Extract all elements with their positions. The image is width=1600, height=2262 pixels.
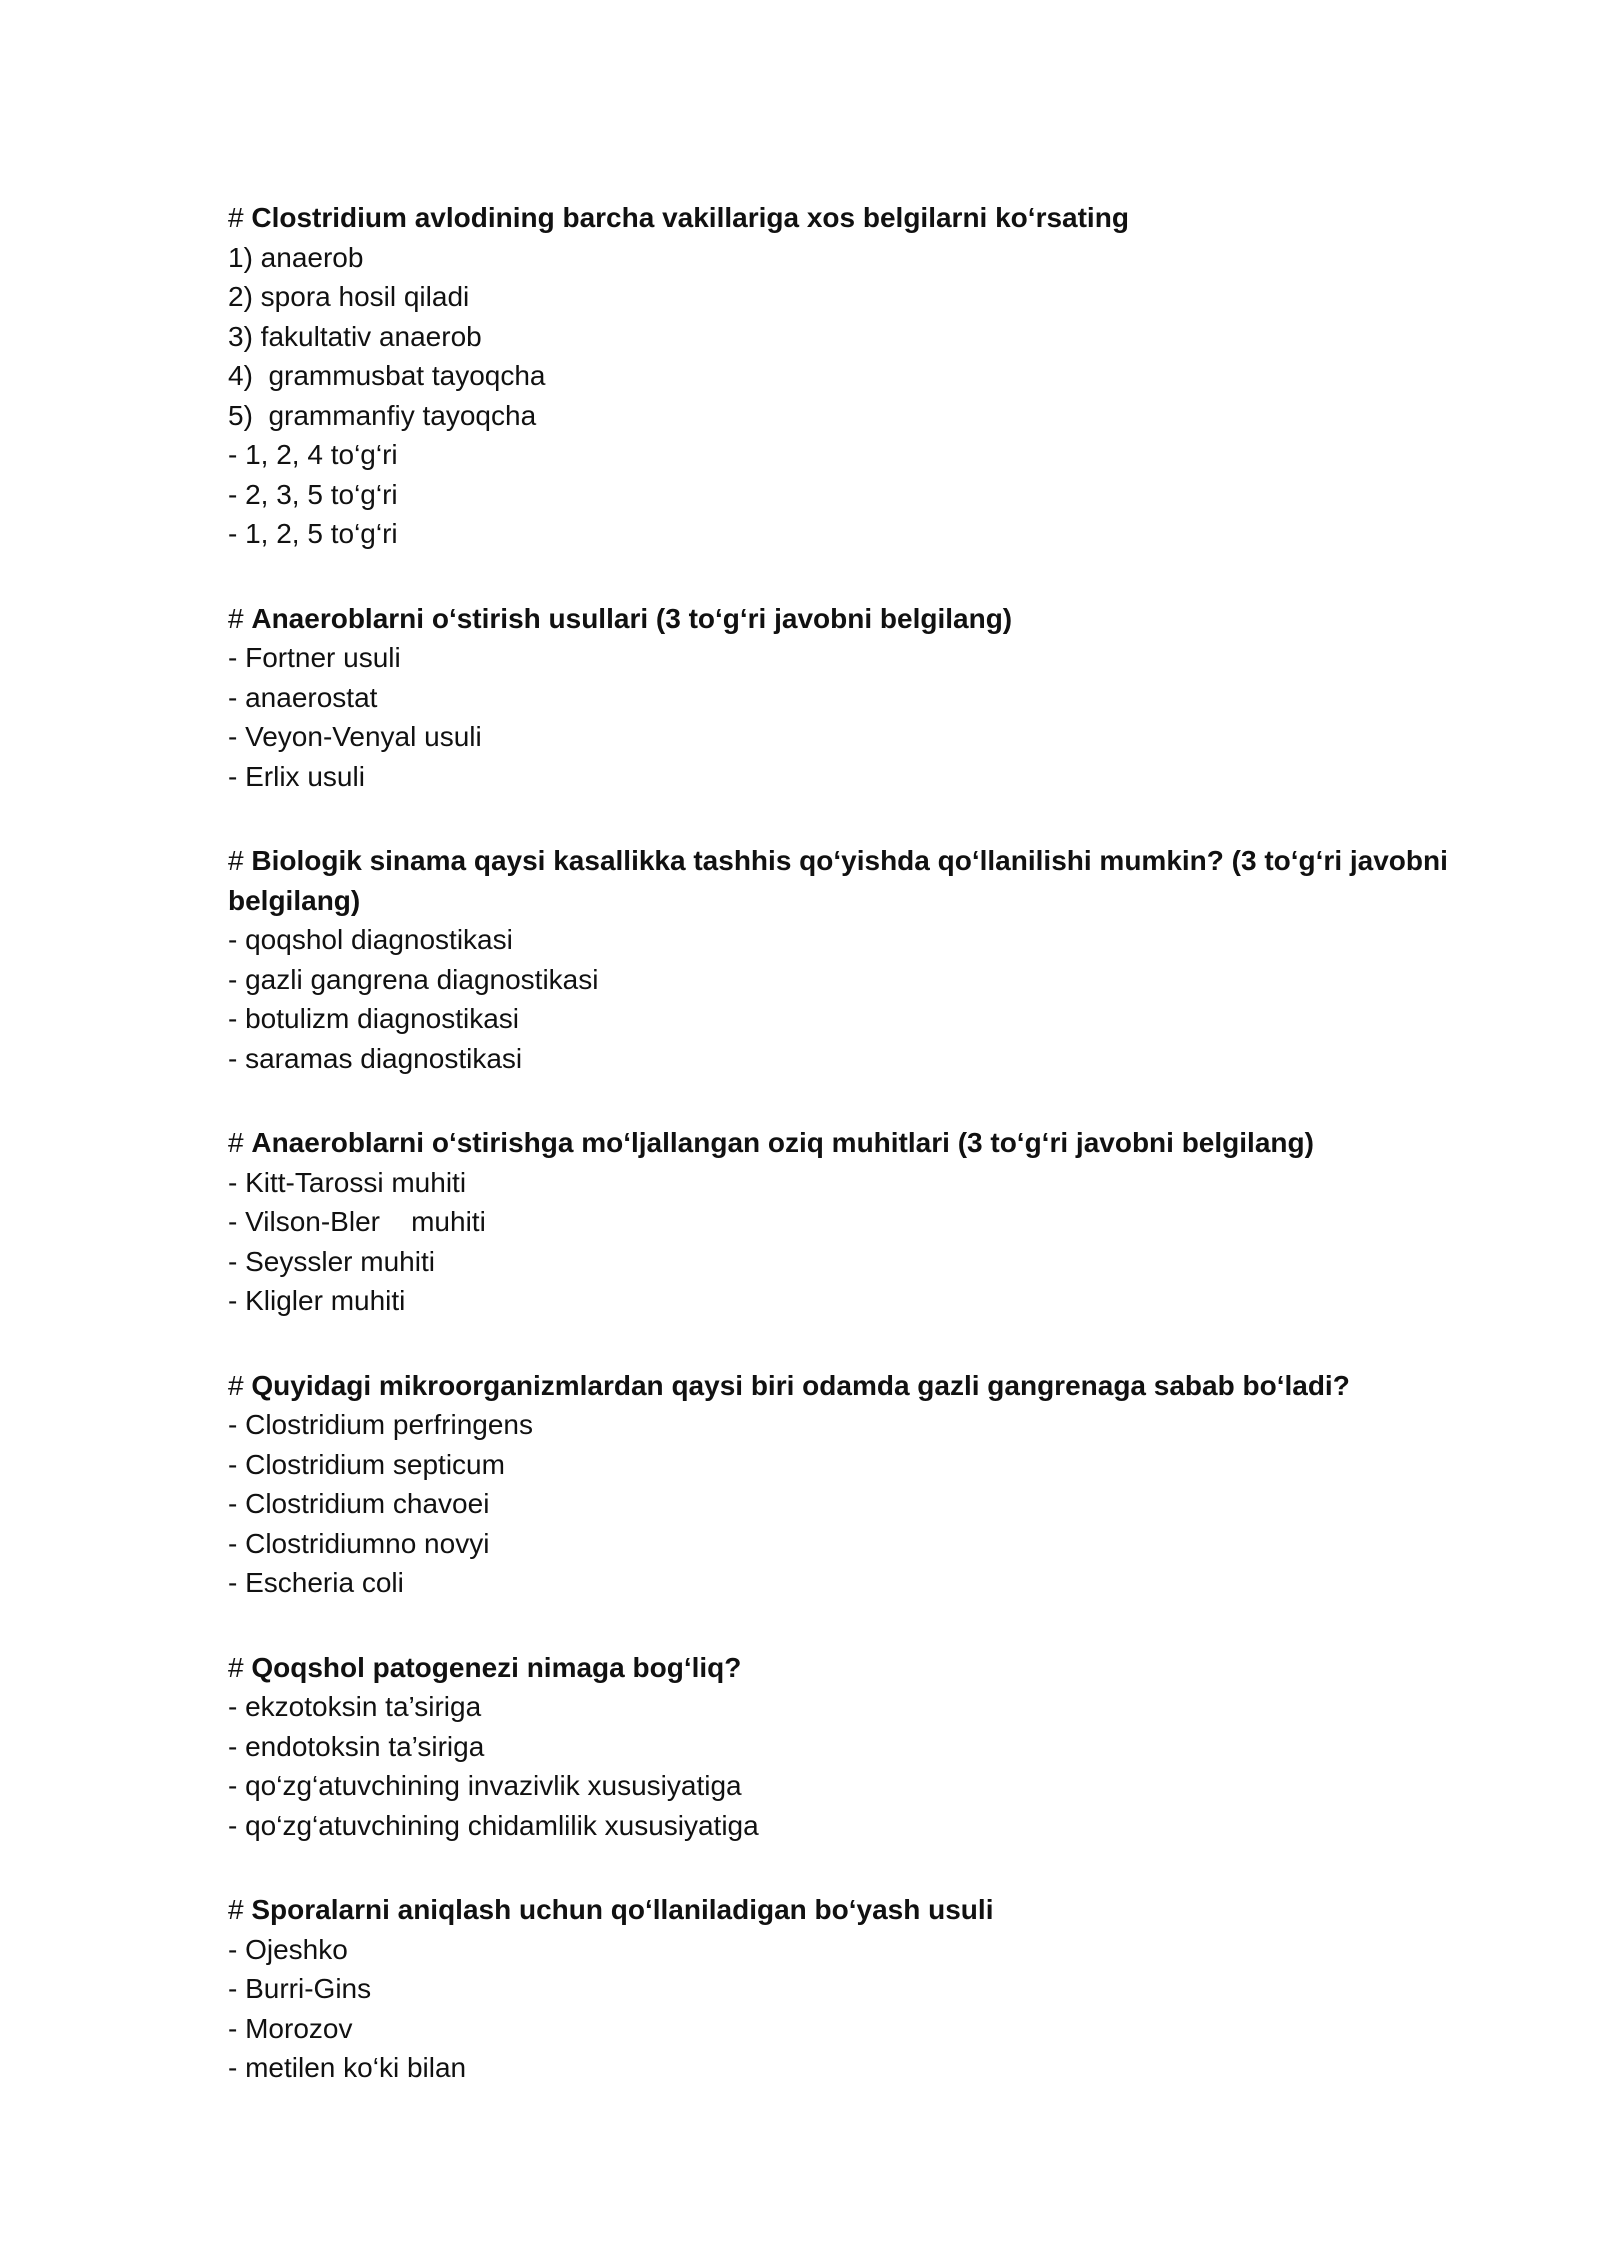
answer-line: - metilen ko‘ki bilan — [228, 2052, 467, 2083]
answer-line: 1) anaerob — [228, 241, 364, 273]
question-block — [228, 1648, 1468, 1846]
answer-line: - endotoksin ta’siriga — [228, 1730, 485, 1762]
answer-line: - botulizm diagnostikasi — [228, 1003, 520, 1034]
question-text: Quyidagi mikroorganizmlardan qaysi biri odamda gazli gangrenaga sabab bo‘ladi? — [251, 1369, 1350, 1401]
answer-line: - Kligler muhiti — [228, 1285, 406, 1316]
question-block — [228, 1890, 1468, 2088]
answer-line: - Clostridium perfringens — [228, 1409, 533, 1440]
answer-line: - Morozov — [228, 2012, 353, 2044]
answer-line: - ekzotoksin ta’siriga — [228, 1691, 482, 1722]
answer-line: - qo‘zg‘atuvchining chidamlilik xususiyatiga — [228, 1809, 759, 1841]
question-text: Anaeroblarni o‘stirishga mo‘ljallangan oziq muhitlari (3 to‘g‘ri javobni belgilang) — [251, 1127, 1314, 1158]
question-title: # Anaeroblarni o‘stirish usullari (3 to‘g‘ri javobni belgilang) — [228, 602, 1013, 634]
question-block — [228, 1366, 1468, 1603]
question-block — [228, 841, 1468, 1078]
answer-line: 3) fakultativ anaerob — [228, 320, 482, 352]
answer-line: - Veyon-Venyal usuli — [228, 721, 482, 752]
answer-line: 5) grammanfiy tayoqcha — [228, 399, 537, 431]
question-text: Clostridium avlodining barcha vakillariga xos belgilarni ko‘rsating — [251, 202, 1129, 233]
question-block — [228, 1123, 1468, 1321]
question-title: # Anaeroblarni o‘stirishga mo‘ljallangan oziq muhitlari (3 to‘g‘ri javobni belgilang) — [228, 1127, 1314, 1158]
question-text: Sporalarni aniqlash uchun qo‘llaniladigan bo‘yash usuli — [251, 1894, 994, 1925]
answer-line: 4) grammusbat tayoqcha — [228, 360, 546, 391]
answer-line: - qo‘zg‘atuvchining invazivlik xususiyatiga — [228, 1770, 742, 1801]
question-title: # Sporalarni aniqlash uchun qo‘llaniladigan bo‘yash usuli — [228, 1894, 994, 1925]
answer-line: - Burri-Gins — [228, 1973, 372, 2004]
question-title: # Biologik sinama qaysi kasallikka tashhis qo‘yishda qo‘llanilishi mumkin? (3 to‘g‘ri javobni belgilang) — [228, 845, 1448, 916]
answer-line: - Clostridium septicum — [228, 1448, 505, 1480]
answer-line: - Seyssler muhiti — [228, 1245, 435, 1277]
question-text: Biologik sinama qaysi kasallikka tashhis qo‘yishda qo‘llanilishi mumkin? (3 to‘g‘ri javobni belgilang) — [228, 845, 1448, 916]
question-title: # Qoqshol patogenezi nimaga bog‘liq? — [228, 1651, 742, 1683]
answer-line: - Clostridiumno novyi — [228, 1527, 490, 1559]
question-text: Qoqshol patogenezi nimaga bog‘liq? — [251, 1651, 742, 1683]
question-text: Anaeroblarni o‘stirish usullari (3 to‘g‘ri javobni belgilang) — [251, 602, 1013, 634]
answer-line: - Clostridium chavoei — [228, 1488, 490, 1519]
answer-line: - gazli gangrena diagnostikasi — [228, 963, 599, 995]
answer-line: - Escheria coli — [228, 1567, 404, 1598]
answer-line: - Vilson-Bler muhiti — [228, 1206, 486, 1237]
question-title: # Quyidagi mikroorganizmlardan qaysi biri odamda gazli gangrenaga sabab bo‘ladi? — [228, 1369, 1350, 1401]
question-title: # Clostridium avlodining barcha vakillariga xos belgilarni ko‘rsating — [228, 202, 1129, 233]
answer-line: - 2, 3, 5 to‘g‘ri — [228, 478, 398, 510]
answer-line: - qoqshol diagnostikasi — [228, 924, 513, 955]
answer-line: - anaerostat — [228, 681, 378, 713]
answer-line: - 1, 2, 4 to‘g‘ri — [228, 439, 398, 470]
question-block — [228, 198, 1468, 554]
answer-line: - Erlix usuli — [228, 760, 365, 792]
answer-line: - Kitt-Tarossi muhiti — [228, 1166, 467, 1198]
answer-line: - saramas diagnostikasi — [228, 1042, 523, 1074]
answer-line: 2) spora hosil qiladi — [228, 281, 470, 312]
question-block — [228, 599, 1468, 797]
document-page — [228, 198, 1468, 2133]
answer-line: - 1, 2, 5 to‘g‘ri — [228, 518, 398, 549]
answer-line: - Fortner usuli — [228, 642, 401, 673]
answer-line: - Ojeshko — [228, 1933, 348, 1965]
